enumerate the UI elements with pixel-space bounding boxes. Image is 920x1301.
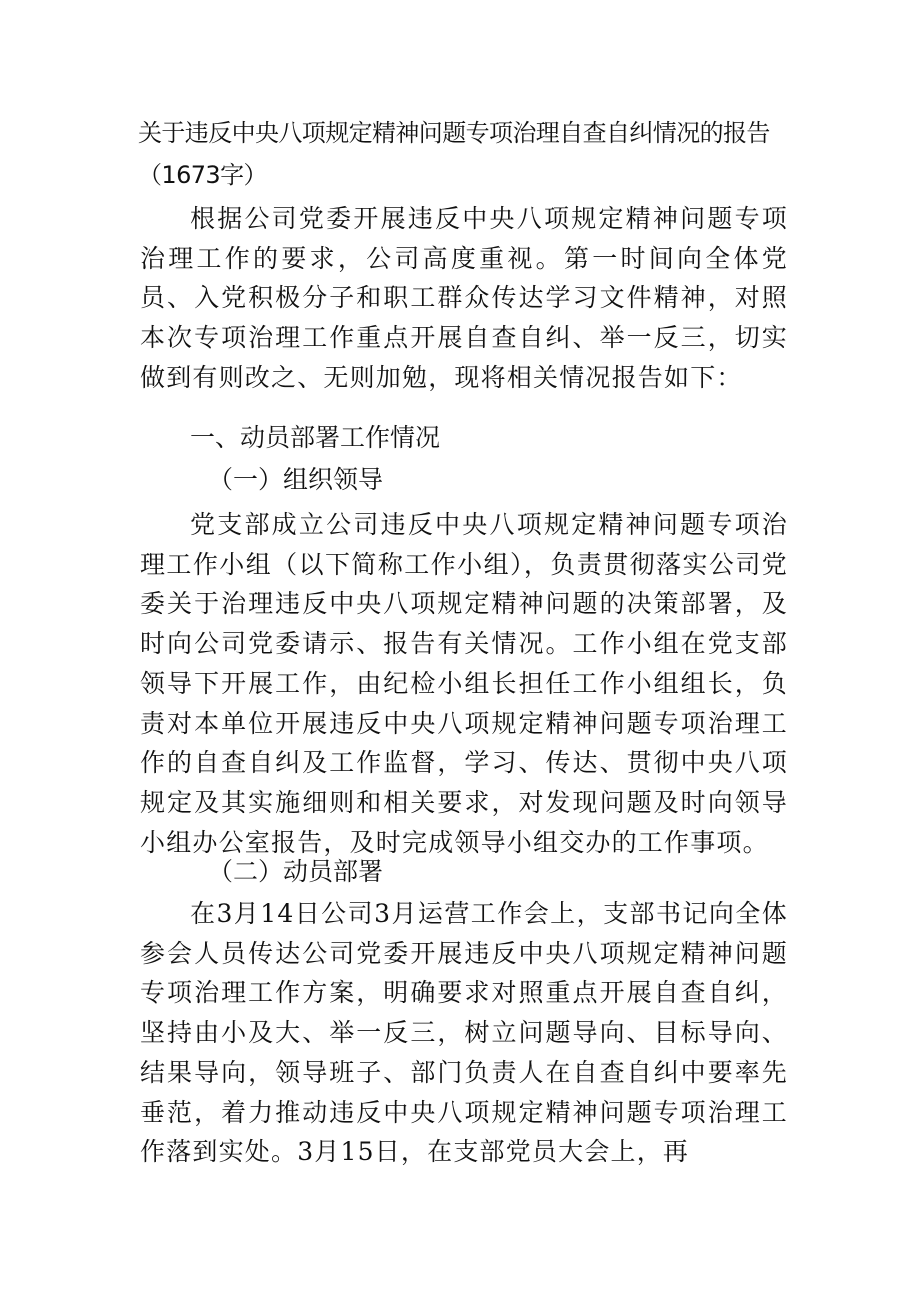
intro-paragraph: 根据公司党委开展违反中央八项规定精神问题专项治理工作的要求，公司高度重视。第一时间向全体党员、入党积极分子和职工群众传达学习文件精神，对照本次专项治理工作重点开展自查自纠、举一反三，切实做到有则改之、无则加勉，现将相关情况报告如下： — [140, 204, 788, 392]
subsection-heading-organization: （一）组织领导 — [208, 465, 384, 494]
subsection-heading-deployment: （二）动员部署 — [208, 857, 384, 886]
section-heading-mobilization: 一、动员部署工作情况 — [190, 423, 441, 452]
deployment-paragraph: 在3月14日公司3月运营工作会上，支部书记向全体参会人员传达公司党委开展违反中央八项规定精神问题专项治理工作方案，明确要求对照重点开展自查自纠，坚持由小及大、举一反三，树立问题导向、目标导向、结果导向，领导班子、部门负责人在自查自纠中要率先垂范，着力推动违反中央八项规定精神问题专项治理工作落到实处。3月15日，在支部党员大会上，再 — [140, 899, 788, 1167]
organization-paragraph: 党支部成立公司违反中央八项规定精神问题专项治理工作小组（以下简称工作小组），负责贯彻落实公司党委关于治理违反中央八项规定精神问题的决策部署，及时向公司党委请示、报告有关情况。工作小组在党支部领导下开展工作，由纪检小组长担任工作小组组长，负责对本单位开展违反中央八项规定精神问题专项治理工作的自查自纠及工作监督，学习、传达、贯彻中央八项规定及其实施细则和相关要求，对发现问题及时向领导小组办公室报告，及时完成领导小组交办的工作事项。 — [140, 510, 788, 857]
document-title: 关于违反中央八项规定精神问题专项治理自查自纠情况的报告（1673字） — [138, 119, 770, 189]
